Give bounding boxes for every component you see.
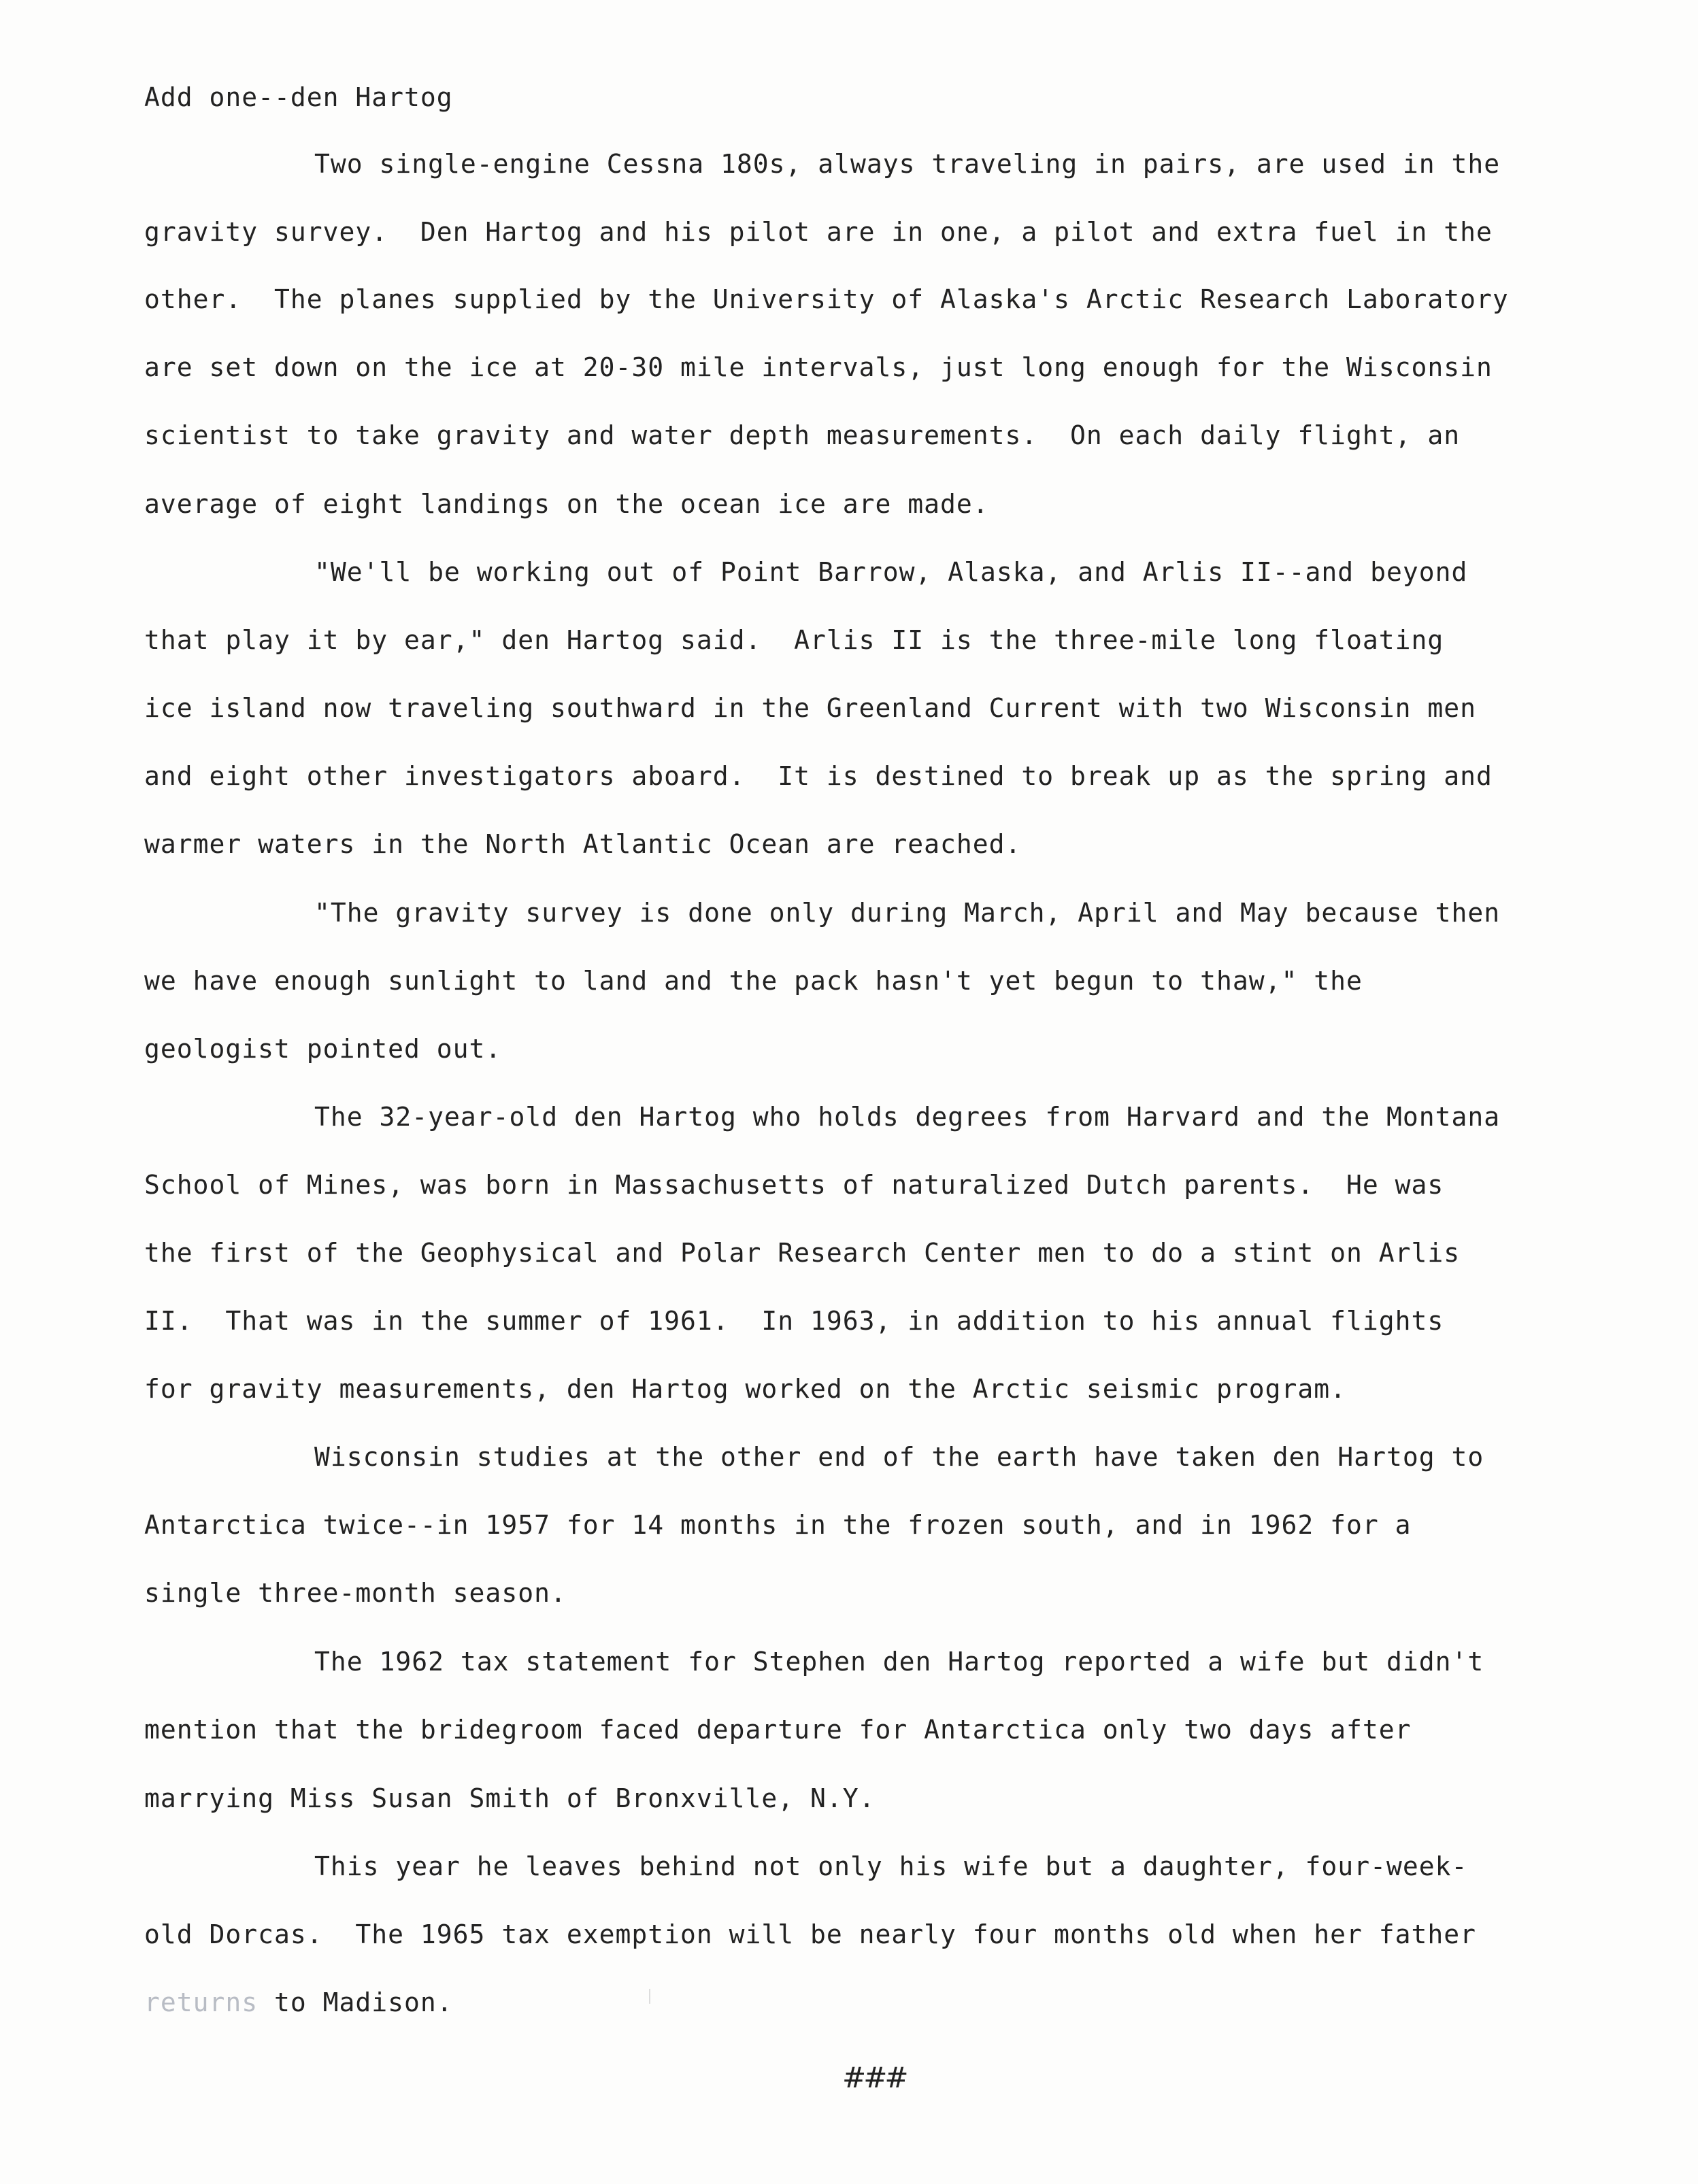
text-line: The 32-year-old den Hartog who holds degrees from Harvard and the Montana [314, 1102, 1501, 1132]
text-line: the first of the Geophysical and Polar Research Center men to do a stint on Arlis [144, 1238, 1461, 1268]
end-mark: ### [842, 2061, 906, 2094]
text-line: "The gravity survey is done only during March, April and May because then [314, 898, 1501, 928]
text-line: II. That was in the summer of 1961. In 1963, in addition to his annual flights [144, 1306, 1444, 1336]
text-line: The 1962 tax statement for Stephen den Hartog reported a wife but didn't [314, 1647, 1484, 1677]
text-line: old Dorcas. The 1965 tax exemption will be nearly four months old when her father [144, 1919, 1476, 1949]
text-line: This year he leaves behind not only his wife but a daughter, four-week- [314, 1851, 1468, 1881]
last-line-text: to Madison. [258, 1987, 453, 2017]
text-line: Wisconsin studies at the other end of the earth have taken den Hartog to [314, 1442, 1484, 1472]
text-line: gravity survey. Den Hartog and his pilot are in one, a pilot and extra fuel in the [144, 217, 1493, 247]
text-line: for gravity measurements, den Hartog worked on the Arctic seismic program. [144, 1374, 1346, 1404]
text-line: Antarctica twice--in 1957 for 14 months in the frozen south, and in 1962 for a [144, 1510, 1412, 1540]
text-line: single three-month season. [144, 1578, 567, 1608]
text-line: mention that the bridegroom faced departure for Antarctica only two days after [144, 1715, 1412, 1745]
text-line-last [144, 1989, 453, 2015]
text-line: other. The planes supplied by the University of Alaska's Arctic Research Laboratory [144, 284, 1509, 314]
text-line: and eight other investigators aboard. It is destined to break up as the spring and [144, 761, 1493, 791]
text-line: average of eight landings on the ocean ice are made. [144, 489, 989, 519]
text-line: marrying Miss Susan Smith of Bronxville, N.Y. [144, 1783, 876, 1813]
text-line: geologist pointed out. [144, 1034, 502, 1064]
text-line: that play it by ear," den Hartog said. Arlis II is the three-mile long floating [144, 625, 1444, 655]
text-line: scientist to take gravity and water depth measurements. On each daily flight, an [144, 420, 1461, 450]
text-line: are set down on the ice at 20-30 mile intervals, just long enough for the Wisconsin [144, 352, 1493, 382]
text-line: ice island now traveling southward in the Greenland Current with two Wisconsin men [144, 693, 1476, 723]
text-line: School of Mines, was born in Massachusetts of naturalized Dutch parents. He was [144, 1170, 1444, 1200]
text-line: warmer waters in the North Atlantic Ocean are reached. [144, 829, 1022, 859]
text-line: "We'll be working out of Point Barrow, Alaska, and Arlis II--and beyond [314, 557, 1468, 587]
text-line: Two single-engine Cessna 180s, always traveling in pairs, are used in the [314, 149, 1501, 179]
text-line: we have enough sunlight to land and the pack hasn't yet begun to thaw," the [144, 966, 1363, 996]
faded-word: returns [144, 1987, 259, 2017]
paper-speck [649, 1989, 650, 2004]
document-header: Add one--den Hartog [144, 82, 453, 112]
